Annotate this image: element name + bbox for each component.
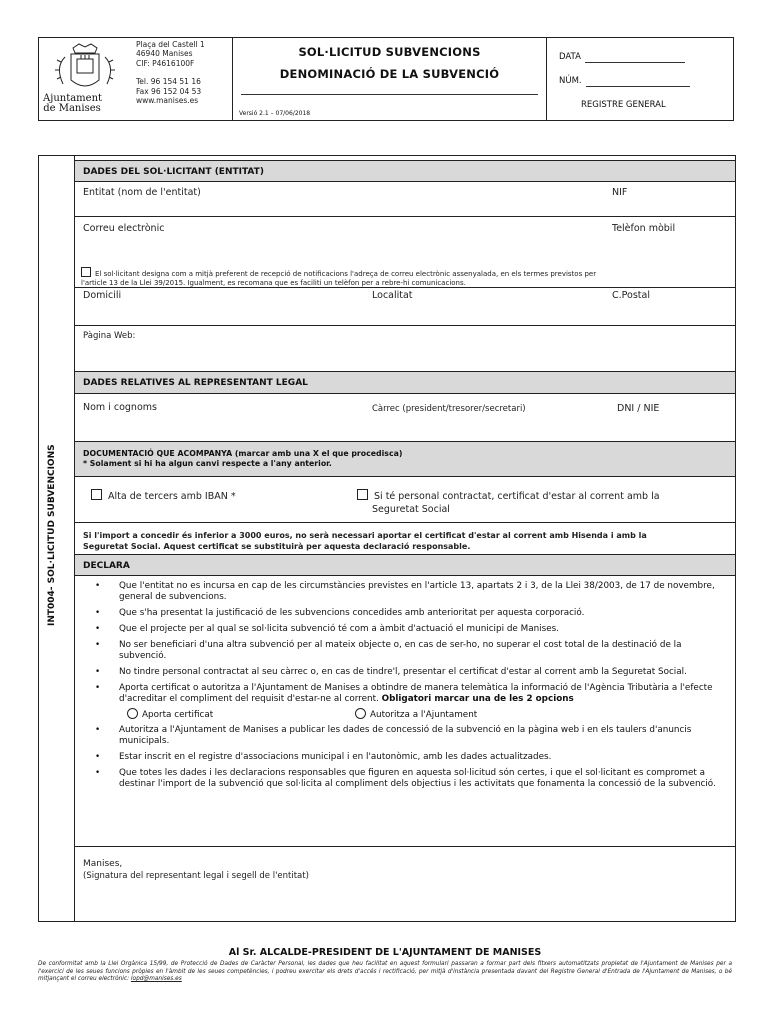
social-security-label-1: Si té personal contractat, certificat d'estar al corrent amb la xyxy=(374,491,660,502)
form-footer xyxy=(38,947,732,984)
declaration-text: Que totes les dades i les declaracions responsables que figuren en aquesta sol·licitud són certes, i que el sol·licitant es compromet a destinar l'import de la subvenció que sol·licita al compliment dels objectius i les activitats que fonamenta la concessió de la subvenció. xyxy=(119,768,716,789)
email-label: Correu electrònic xyxy=(83,223,165,234)
autoritza-label: Autoritza a l'Ajuntament xyxy=(370,710,478,720)
address-line: CIF: P4616100F xyxy=(136,58,195,68)
list-item: • Que totes les dades i les declaracions responsables que figuren en aquesta sol·licitud són certes, i que el sol·licitant es compromet a destinar l'import de la subvenció que sol·licita al compliment dels objectius i les activitats que fonamenta la concessió de la subvenció. xyxy=(95,768,716,789)
lopd-email-link[interactable]: lopd@manises.es xyxy=(130,976,182,983)
exemption-note-2: Seguretat Social. Aquest certificat se substituirà per aquesta declaració responsable. xyxy=(83,542,471,551)
divider xyxy=(75,287,735,288)
list-item: • Aporta certificat o autoritza a l'Ajuntament de Manises a obtindre de manera telemàtica la informació de l'Agència Tributària a l'efecte d'acreditar el compliment del requisit d'estar-ne al corrent. Obligatori marcar una de les 2 opcions Aporta certificat Autoritza a l'Ajuntament xyxy=(93,683,729,720)
declaration-text: Autoritza a l'Ajuntament de Manises a publicar les dades de concessió de la subvenció en la pàgina web i en els taulers d'anuncis municipals. xyxy=(119,725,692,746)
aporta-radio[interactable] xyxy=(127,708,138,719)
nif-label: NIF xyxy=(612,187,628,198)
legal-text: De conformitat amb la Llei Orgànica 15/99, de Protecció de Dades de Caràcter Personal, les dades que heu facilitat en aquest formulari passaran a formar part dels fitxers automatitzats propietat de l'Ajuntament de Manises per a l'exercici de les seues funcions pròpies en l'àmbit de les seues competències, i podreu exercitar els drets d'accés i rectificació, per mitjà d'instància presentada davant del Registre General d'Entrada de l'Ajuntament de Manises, o bé mitjançant el correu electrònic: xyxy=(38,961,732,983)
declaration-text: No ser beneficiari d'una altra subvenció per al mateix objecte o, en cas de ser-ho, no superar el cost total de la destinació de la subvenció. xyxy=(119,640,682,661)
form-title: SOL·LICITUD SUBVENCIONS xyxy=(298,45,481,59)
date-field[interactable] xyxy=(585,53,685,63)
mandatory-choice-note: Obligatori marcar una de les 2 opcions xyxy=(381,694,574,704)
number-label: NÚM. xyxy=(559,76,582,86)
signature-block[interactable] xyxy=(83,858,309,882)
form-title-box xyxy=(232,38,547,120)
form-version: Versió 2.1 – 07/06/2018 xyxy=(239,110,311,117)
form-code-vertical: INT004- SOL·LICITUD SUBVENCIONS xyxy=(47,444,57,626)
autoritza-radio[interactable] xyxy=(355,708,366,719)
data-protection-notice xyxy=(38,961,732,984)
form-header xyxy=(38,37,734,121)
org-name-line1: Ajuntament xyxy=(43,93,103,104)
divider xyxy=(75,325,735,326)
documentation-note: * Solament si hi ha algun canvi respecte a l'any anterior. xyxy=(83,459,332,468)
list-item: • Que el projecte per al qual se sol·licita subvenció té com a àmbit d'actuació el municipi de Manises. xyxy=(95,624,559,634)
section-applicant-title: DADES DEL SOL·LICITANT (ENTITAT) xyxy=(75,160,735,182)
section-documentation-title xyxy=(75,441,735,477)
registry-label: REGISTRE GENERAL xyxy=(581,100,666,110)
dni-nie-label: DNI / NIE xyxy=(617,403,660,414)
social-security-checkbox[interactable] xyxy=(357,489,368,500)
form-sidebar xyxy=(39,156,75,921)
number-field[interactable] xyxy=(586,77,690,87)
option-autoritza[interactable] xyxy=(355,708,477,721)
declaration-text: Que el projecte per al qual se sol·licita subvenció té com a àmbit d'actuació el municipi de Manises. xyxy=(119,624,559,634)
org-name xyxy=(43,94,101,114)
iban-checkbox[interactable] xyxy=(91,489,102,500)
section-representative-title: DADES RELATIVES AL REPRESENTANT LEGAL xyxy=(75,371,735,394)
entity-name-label: Entitat (nom de l'entitat) xyxy=(83,187,201,198)
declaration-text: No tindre personal contractat al seu càrrec o, en cas de tindre'l, presentar el certificat d'estar al corrent amb la Seguretat Social. xyxy=(119,667,687,677)
declaration-text: Estar inscrit en el registre d'associacions municipal i en l'autonòmic, amb les dades actualitzades. xyxy=(119,752,552,762)
list-item: • No tindre personal contractat al seu càrrec o, en cas de tindre'l, presentar el certificat d'estar al corrent amb la Seguretat Social. xyxy=(95,667,687,677)
address-spacer xyxy=(136,68,205,77)
mobile-phone-label: Telèfon mòbil xyxy=(612,223,676,234)
address-line: Tel. 96 154 51 16 xyxy=(136,77,201,87)
option-aporta[interactable] xyxy=(127,708,213,721)
subsidy-name-line[interactable] xyxy=(241,94,538,95)
notification-text-1: El sol·licitant designa com a mitjà preferent de recepció de notificacions l'adreça de correu electrònic assenyalada, en els termes previstos per xyxy=(95,270,597,278)
locality-label: Localitat xyxy=(372,290,413,301)
iban-label: Alta de tercers amb IBAN * xyxy=(108,491,236,502)
address-field-label: Domicili xyxy=(83,290,122,301)
agency-options xyxy=(119,708,729,720)
notification-text-2: l'article 13 de la Llei 39/2015. Igualment, es recomana que es faciliti un telèfon per a rebre-hi comunicacions. xyxy=(81,278,466,287)
signature-place: Manises, xyxy=(83,859,123,869)
exemption-note xyxy=(83,530,733,552)
application-form xyxy=(38,155,736,922)
aporta-label: Aporta certificat xyxy=(142,710,214,720)
list-item: • No ser beneficiari d'una altra subvenció per al mateix objecte o, en cas de ser-ho, no superar el cost total de la destinació de la subvenció. xyxy=(95,640,682,661)
notification-consent xyxy=(81,267,731,287)
org-name-line2: de Manises xyxy=(43,103,101,114)
list-item: • Que s'ha presentat la justificació de les subvencions concedides amb anterioritat per aquesta corporació. xyxy=(95,608,585,618)
postal-code-label: C.Postal xyxy=(612,290,650,301)
declaration-text: Que s'ha presentat la justificació de les subvencions concedides amb anterioritat per aquesta corporació. xyxy=(119,608,585,618)
divider xyxy=(75,846,735,847)
notification-checkbox[interactable] xyxy=(81,267,91,277)
website-label: Pàgina Web: xyxy=(83,331,136,341)
divider xyxy=(75,216,735,217)
registry-box xyxy=(559,52,690,111)
exemption-note-1: Si l'import a concedir és inferior a 3000 euros, no serà necessari aportar el certificat d'estar al corrent amb Hisenda i amb la xyxy=(83,531,647,540)
social-security-label-2: Seguretat Social xyxy=(372,504,450,515)
address-line: 46940 Manises xyxy=(136,49,193,59)
signature-instruction: (Signatura del representant legal i segell de l'entitat) xyxy=(83,871,309,881)
date-label: DATA xyxy=(559,52,581,62)
declaration-text: Aporta certificat o autoritza a l'Ajuntament de Manises a obtindre de manera telemàtica la informació de l'Agència Tributària a l'efecte d'acreditar el compliment del requisit d'estar-ne al corrent. xyxy=(119,683,713,704)
org-address xyxy=(136,40,205,105)
section-declares-title: DECLARA xyxy=(75,554,735,576)
position-label: Càrrec (president/tresorer/secretari) xyxy=(372,404,526,414)
list-item: • Autoritza a l'Ajuntament de Manises a publicar les dades de concessió de la subvenció en la pàgina web i en els taulers d'anuncis municipals. xyxy=(95,725,692,746)
declaration-text: Que l'entitat no es incursa en cap de les circumstàncies previstes en l'article 13, apartats 2 i 3, de la Llei 38/2003, de 17 de novembre, general de subvencions. xyxy=(119,581,715,602)
address-line: Plaça del Castell 1 xyxy=(136,40,205,49)
full-name-label: Nom i cognoms xyxy=(83,402,157,413)
addressee: Al Sr. ALCALDE-PRESIDENT DE L'AJUNTAMENT DE MANISES xyxy=(228,947,542,958)
documentation-title: DOCUMENTACIÓ QUE ACOMPANYA (marcar amb una X el que procedisca) xyxy=(83,449,403,458)
declarations-list xyxy=(93,581,729,795)
option-social-security[interactable] xyxy=(357,489,660,516)
list-item: • Estar inscrit en el registre d'associacions municipal i en l'autonòmic, amb les dades actualitzades. xyxy=(95,752,552,762)
divider xyxy=(75,522,735,523)
option-iban[interactable] xyxy=(91,489,236,502)
address-line: Fax 96 152 04 53 xyxy=(136,86,202,96)
list-item: • Que l'entitat no es incursa en cap de les circumstàncies previstes en l'article 13, apartats 2 i 3, de la Llei 38/2003, de 17 de novembre, general de subvencions. xyxy=(95,581,715,602)
form-subtitle: DENOMINACIÓ DE LA SUBVENCIÓ xyxy=(279,67,500,81)
address-line: www.manises.es xyxy=(136,96,199,106)
